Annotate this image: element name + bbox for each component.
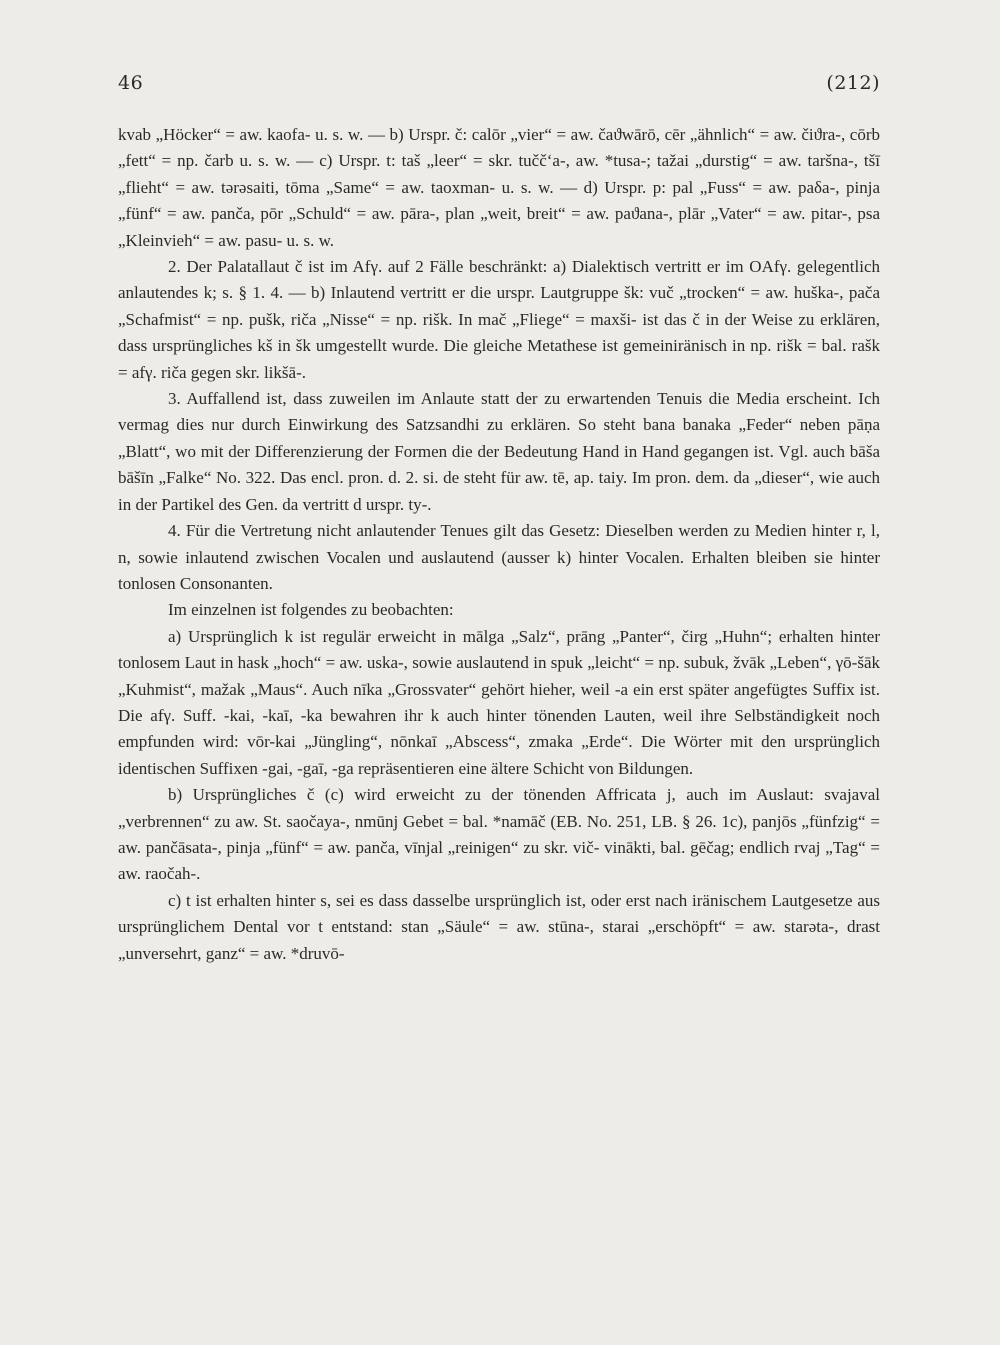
paragraph-7: b) Ursprüngliches č (c) wird erweicht zu der tönenden Affricata j, auch im Auslaut: svajaval „verbrennen“ zu aw. St. saočaya-, nmūnj Gebet = bal. *namāč (EB. No. 251, LB. § 26. 1c), panjōs „fünfzig“ = aw. pančāsata-, pinja „fünf“ = aw. panča, vīnjal „reinigen“ zu skr. vič- vinākti, bal. gēčag; endlich rvaj „Tag“ = aw. raočah-. [118, 785, 880, 884]
page-header [118, 72, 880, 94]
paragraph-4: 4. Für die Vertretung nicht anlautender Tenues gilt das Gesetz: Dieselben werden zu Medien hinter r, l, n, sowie inlautend zwischen Vocalen und auslautend (ausser k) hinter Vocalen. Erhalten bleiben sie hinter tonlosen Consonanten. [118, 521, 880, 593]
paragraph-6: a) Ursprünglich k ist regulär erweicht in mālga „Salz“, prāng „Panter“, čirg „Huhn“; erhalten hinter tonlosem Laut in hask „hoch“ = aw. uska-, sowie auslautend in spuk „leicht“ = np. subuk, žvāk „Leben“, γō-šāk „Kuhmist“, mažak „Maus“. Auch nīka „Grossvater“ gehört hieher, weil -a ein erst später angefügtes Suffix ist. Die afγ. Suff. -kai, -kaī, -ka bewahren ihr k auch hinter tönenden Lauten, weil ihre Selbständigkeit noch empfunden wird: vōr-kai „Jüngling“, nōnkaī „Abscess“, zmaka „Erde“. Die Wörter mit den ursprünglich identischen Suffixen -gai, -gaī, -ga repräsentieren eine ältere Schicht von Bildungen. [118, 626, 880, 778]
page-number: 46 [118, 72, 144, 94]
section-number: (212) [826, 72, 880, 94]
paragraph-3: 3. Auffallend ist, dass zuweilen im Anlaute statt der zu erwartenden Tenuis die Media erscheint. Ich vermag dies nur durch Einwirkung des Satzsandhi zu erklären. So steht bana banaka „Feder“ neben pāṇa „Blatt“, wo mit der Differenzierung der Formen die der Bedeutung Hand in Hand gegangen ist. Vgl. auch bāša bāšīn „Falke“ No. 322. Das encl. pron. d. 2. si. de steht für aw. tē, ap. taiy. Im pron. dem. da „dieser“, wie auch in der Partikel des Gen. da vertritt d urspr. ty-. [118, 389, 880, 514]
paragraph-1: kvab „Höcker“ = aw. kaofa- u. s. w. — b) Urspr. č: calōr „vier“ = aw. čaϑwārō, cēr „ähnlich“ = aw. čiϑra-, cōrb „fett“ = np. čarb u. s. w. — c) Urspr. t: taš „leer“ = skr. tuččʻa-, aw. *tusa-; tažai „durstig“ = aw. taršna-, tšī „flieht“ = aw. tərəsaiti, tōma „Same“ = aw. taoxman- u. s. w. — d) Urspr. p: pal „Fuss“ = aw. paδa-, pinja „fünf“ = aw. panča, pōr „Schuld“ = aw. pāra-, plan „weit, breit“ = aw. paϑana-, plār „Vater“ = aw. pitar-, psa „Kleinvieh“ = aw. pasu- u. s. w. [118, 125, 880, 250]
paragraph-2: 2. Der Palatallaut č ist im Afγ. auf 2 Fälle beschränkt: a) Dialektisch vertritt er im OAfγ. gelegentlich anlautendes k; s. § 1. 4. — b) Inlautend vertritt er die urspr. Lautgruppe šk: vuč „trocken“ = aw. huška-, pača „Schafmist“ = np. pušk, riča „Nisse“ = np. rišk. In mač „Fliege“ = maxši- ist das č in der Weise zu erklären, dass ursprüngliches kš in šk umgestellt wurde. Die gleiche Metathese ist gemeiniränisch in np. rišk = bal. rašk = afγ. riča gegen skr. likšā-. [118, 257, 880, 382]
body-text [118, 122, 880, 967]
paragraph-5: Im einzelnen ist folgendes zu beobachten: [168, 600, 454, 620]
paragraph-8: c) t ist erhalten hinter s, sei es dass dasselbe ursprünglich ist, oder erst nach iränischem Lautgesetze aus ursprünglichem Dental vor t entstand: stan „Säule“ = aw. stūna-, starai „erschöpft“ = aw. starəta-, drast „unversehrt, ganz“ = aw. *druvō- [118, 890, 880, 963]
